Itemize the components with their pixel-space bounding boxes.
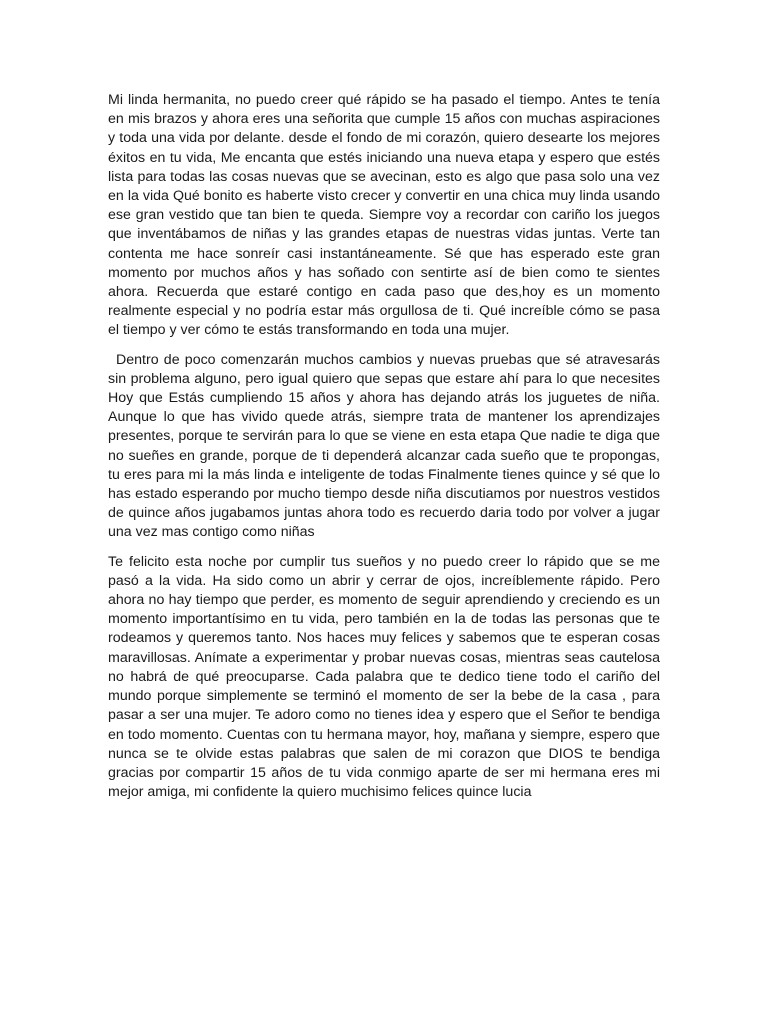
paragraph-1: Mi linda hermanita, no puedo creer qué rápido se ha pasado el tiempo. Antes te tenía en mis brazos y ahora eres una señorita que cumple 15 años con muchas aspiraciones y toda una vida por delante. desde el fondo de mi corazón, quiero desearte los mejores éxitos en tu vida, Me encanta que estés iniciando una nueva etapa y espero que estés lista para todas las cosas nuevas que se avecinan, esto es algo que pasa solo una vez en la vida Qué bonito es haberte visto crecer y convertir en una chica muy linda usando ese gran vestido que tan bien te queda. Siempre voy a recordar con cariño los juegos que inventábamos de niñas y las grandes etapas de nuestras vidas juntas. Verte tan contenta me hace sonreír casi instantáneamente. Sé que has esperado este gran momento por muchos años y has soñado con sentirte así de bien como te sientes ahora. Recuerda que estaré contigo en cada paso que des,hoy es un momento realmente especial y no podría estar más orgullosa de ti. Qué increíble cómo se pasa el tiempo y ver cómo te estás transformando en toda una mujer. xyxy=(108,92,660,339)
letter-body xyxy=(108,91,660,812)
paragraph-2: Dentro de poco comenzarán muchos cambios y nuevas pruebas que sé atravesarás sin problema alguno, pero igual quiero que sepas que estare ahí para lo que necesites Hoy que Estás cumpliendo 15 años y ahora has dejando atrás los juguetes de niña. Aunque lo que has vivido quede atrás, siempre trata de mantener los aprendizajes presentes, porque te servirán para lo que se viene en esta etapa Que nadie te diga que no sueñes en grande, porque de ti dependerá alcanzar cada sueño que te propongas, tu eres para mi la más linda e inteligente de todas Finalmente tienes quince y sé que lo has estado esperando por mucho tiempo desde niña discutiamos por nuestros vestidos de quince años jugabamos juntas ahora todo es recuerdo daria todo por volver a jugar una vez mas contigo como niñas xyxy=(108,351,660,541)
paragraph-3: Te felicito esta noche por cumplir tus sueños y no puedo creer lo rápido que se me pasó a la vida. Ha sido como un abrir y cerrar de ojos, increíblemente rápido. Pero ahora no hay tiempo que perder, es momento de seguir aprendiendo y creciendo es un momento importantísimo en tu vida, pero también en la de todas las personas que te rodeamos y queremos tanto. Nos haces muy felices y sabemos que te esperan cosas maravillosas. Anímate a experimentar y probar nuevas cosas, mientras seas cautelosa no habrá de qué preocuparse. Cada palabra que te dedico tiene todo el cariño del mundo porque simplemente se terminó el momento de ser la bebe de la casa , para pasar a ser una mujer. Te adoro como no tienes idea y espero que el Señor te bendiga en todo momento. Cuentas con tu hermana mayor, hoy, mañana y siempre, espero que nunca se te olvide estas palabras que salen de mi corazon que DIOS te bendiga gracias por compartir 15 años de tu vida conmigo aparte de ser mi hermana eres mi mejor amiga, mi confidente la quiero muchisimo felices quince lucia xyxy=(108,553,660,801)
